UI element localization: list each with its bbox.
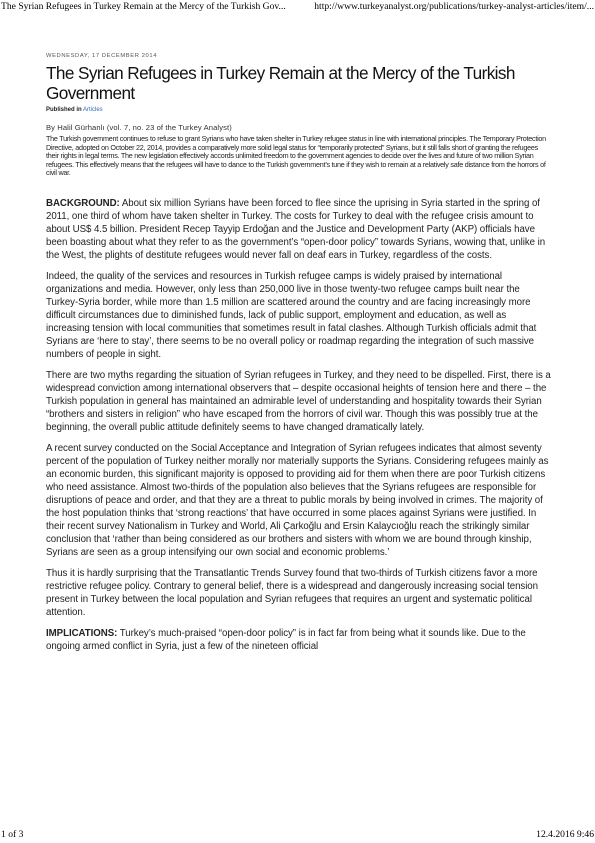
paragraph-text: A recent survey conducted on the Social Acceptance and Integration of Syrian refugees indicates that almost seventy percent of the population of Turkey neither morally nor materially supports the Syrians. Considering refugees mainly as an economic burden, this significant majority is opposed to providing aid for them when there are poor Turkish citizens who need assistance. Almost two-thirds of the population also believes that the Syrians refugees are responsible for disruptions of peace and order, and that they are a threat to public morals by being involved in crimes. The majority of the host population thinks that ‘strong reactions’ that have occurred in some places against Syrians were justified. In their recent survey Nationalism in Turkey and World, Ali Çarkoğlu and Ersin Kalaycıoğlu reach the strikingly similar conclusion that ‘rather than being considered as our brothers and sisters with whom we are bound through kinship, Syrians are seen as a group intensifying our own social and economic problems.’ [46,442,549,558]
print-datetime: 12.4.2016 9:46 [536,829,594,840]
print-header [0,1,595,15]
article [46,52,552,661]
paragraph-text: Thus it is hardly surprising that the Transatlantic Trends Survey found that two-thirds of Turkish citizens favor a more restrictive refugee policy. Contrary to general belief, there is a widespread and dangerously increasing social tension present in Turkey between the local population and Syrian refugees that requires an urgent and systematic political attention. [46,567,538,618]
paragraph [46,270,552,361]
article-date: WEDNESDAY, 17 DECEMBER 2014 [46,53,158,59]
paragraph-background [46,197,552,262]
paragraph-lead: IMPLICATIONS: [46,627,118,639]
category-link[interactable]: Articles [83,107,103,113]
paragraph-text: Turkey’s much-praised “open-door policy” is in fact far from being what it sounds like. Due to the ongoing armed conflict in Syria, just a few of the nineteen official [46,627,526,652]
paragraph [46,567,552,619]
paragraph-text: There are two myths regarding the situation of Syrian refugees in Turkey, and they need to be dispelled. First, there is a widespread conviction among international observers that – despite occasional heights of tension here and there – the Turkish population in general has maintained an admirable level of understanding and hospitality towards their Syrian “brothers and sisters in religion” who have escaped from the horrors of civil war. Though this was possibly true at the beginning, the overall public attitude definitely seems to have changed dramatically lately. [46,369,551,433]
article-summary: The Turkish government continues to refuse to grant Syrians who have taken shelter in Turkey refugee status in line with international principles. The Temporary Protection Directive, adopted on October 22, 2014, provides a comparatively more solid legal status for “temporarily protected” Syrians, but it still falls short of granting the refugees their rights in legal terms. The new legislation effectively accords unlimited freedom to the government agencies to decide over the lives and future of two million Syrian refugees. This effectively means that the refugees will have to dance to the Turkish government’s tune if they wish to remain at a relatively safe distance from the horrors of civil war. [46,134,546,178]
article-title: The Syrian Refugees in Turkey Remain at the Mercy of the Turkish Government [46,63,515,103]
paragraph-implications [46,627,552,653]
paragraph-text: About six million Syrians have been forced to flee since the uprising in Syria started in the spring of 2011, one third of whom have taken shelter in Turkey. The costs for Turkey to deal with the refugee crisis amount to about US$ 4.5 billion. President Recep Tayyip Erdoğan and the Justice and Development Party (AKP) officials have been boasting about what they refer to as the government’s “open-door policy” towards Syrians, wowing that, unlike in the West, the plights of destitute refugees would never fall on deaf ears in Turkey, regardless of the costs. [46,197,546,261]
article-body [46,197,552,653]
print-header-title: The Syrian Refugees in Turkey Remain at the Mercy of the Turkish Gov... [1,1,286,12]
paragraph [46,369,552,434]
published-line [46,106,552,115]
paragraph-text: Indeed, the quality of the services and resources in Turkish refugee camps is widely praised by international organizations and media. However, only less than 250,000 live in those twenty-two refugee camps built near the Turkey-Syria border, while more than 1.5 million are scattered around the country and are facing increasingly more difficult circumstances due to diminished funds, lack of public support, employment and education, as well as increasing tension with local communities that sometimes result in fatal clashes. Although Turkish officials admit that Syrians are ‘here to stay’, there seems to be no overall policy or roadmap regarding the integration of such massive numbers of people in sight. [46,270,537,360]
print-footer [0,829,595,843]
paragraph [46,442,552,559]
page-number: 1 of 3 [1,829,24,840]
print-header-url: http://www.turkeyanalyst.org/publications/turkey-analyst-articles/item/... [314,1,594,12]
published-label: Published in [46,107,82,113]
paragraph-lead: BACKGROUND: [46,197,120,209]
byline: By Halil Gürhanlı (vol. 7, no. 23 of the Turkey Analyst) [46,123,232,132]
